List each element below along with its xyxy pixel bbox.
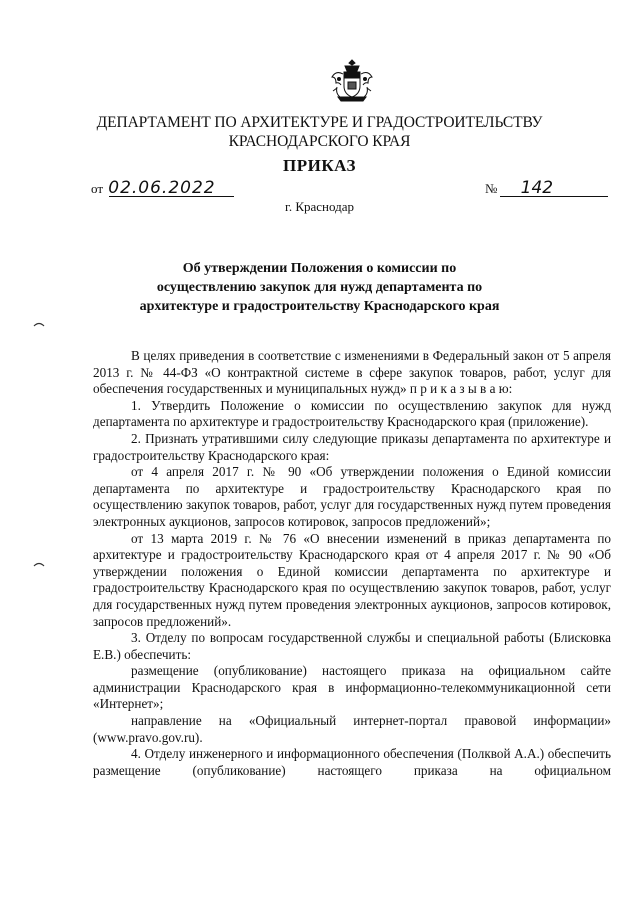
date-underline — [109, 196, 234, 197]
date-value: 02.06.2022 — [108, 178, 216, 198]
number-field — [485, 178, 553, 198]
punch-mark-icon — [33, 560, 45, 568]
paragraph-publication: размещение (опубликование) настоящего приказа на официальном сайте администрации Краснодарского края в информационно-телекоммуникационной сети «Интернет»; — [93, 663, 611, 712]
department-title — [0, 113, 639, 151]
coat-of-arms-icon — [329, 57, 375, 105]
subject-line1: Об утверждении Положения о комиссии по — [182, 261, 457, 276]
department-title-line2: КРАСНОДАРСКОГО КРАЯ — [228, 133, 411, 150]
document-type: ПРИКАЗ — [283, 156, 356, 175]
document-body — [93, 348, 611, 779]
document-subject — [0, 259, 639, 316]
punch-mark-icon — [33, 320, 45, 328]
paragraph-order-2019: от 13 марта 2019 г. № 76 «О внесении изменений в приказ департамента по архитектуре и градостроительству Краснодарского края от 4 апреля 2017 г. № 90 «Об утверждении положения о Единой комиссии департамента по архитектуре и градостроительству Краснодарского края по осуществлению закупок товаров, работ, услуг для государственных нужд путем проведения электронных аукционов, запросов котировок, запросов предложений». — [93, 530, 611, 629]
paragraph-item-2: 2. Признать утратившими силу следующие приказы департамента по архитектуре и градостроительству Краснодарского края: — [93, 430, 611, 463]
paragraph-preamble: В целях приведения в соответствие с изменениями в Федеральный закон от 5 апреля 2013 г. № 44-ФЗ «О контрактной системе в сфере закупок товаров, работ, услуг для обеспечения государственных и муниципальных нужд» п р и к а з ы в а ю: — [93, 348, 611, 397]
date-field — [91, 178, 216, 198]
paragraph-item-1: 1. Утвердить Положение о комиссии по осуществлению закупок для нужд департамента по архитектуре и градостроительству Краснодарского края (приложение). — [93, 397, 611, 430]
paragraph-item-4: 4. Отделу инженерного и информационного обеспечения (Полквой А.А.) обеспечить размещение (опубликование) настоящего приказа на официальном — [93, 746, 611, 778]
number-value: 142 — [520, 178, 554, 198]
city-label: г. Краснодар — [284, 199, 355, 214]
subject-line2: осуществлению закупок для нужд департамента по — [156, 280, 483, 295]
number-underline — [500, 196, 608, 197]
subject-line3: архитектуре и градостроительству Краснодарского края — [139, 299, 500, 314]
date-prefix: от — [91, 181, 104, 196]
paragraph-item-3: 3. Отделу по вопросам государственной службы и специальной работы (Блисковка Е.В.) обеспечить: — [93, 630, 611, 662]
paragraph-direction: направление на «Официальный интернет-портал правовой информации» (www.pravo.gov.ru). — [93, 713, 611, 745]
paragraph-order-2017: от 4 апреля 2017 г. № 90 «Об утверждении положения о Единой комиссии департамента по архитектуре и градостроительству Краснодарского края по осуществлению закупок товаров, работ, услуг для государственных нужд путем проведения электронных аукционов, запросов котировок, запросов предложений»; — [93, 464, 611, 529]
department-title-line1: ДЕПАРТАМЕНТ ПО АРХИТЕКТУРЕ И ГРАДОСТРОИТЕЛЬСТВУ — [96, 114, 543, 131]
number-prefix: № — [485, 181, 498, 196]
